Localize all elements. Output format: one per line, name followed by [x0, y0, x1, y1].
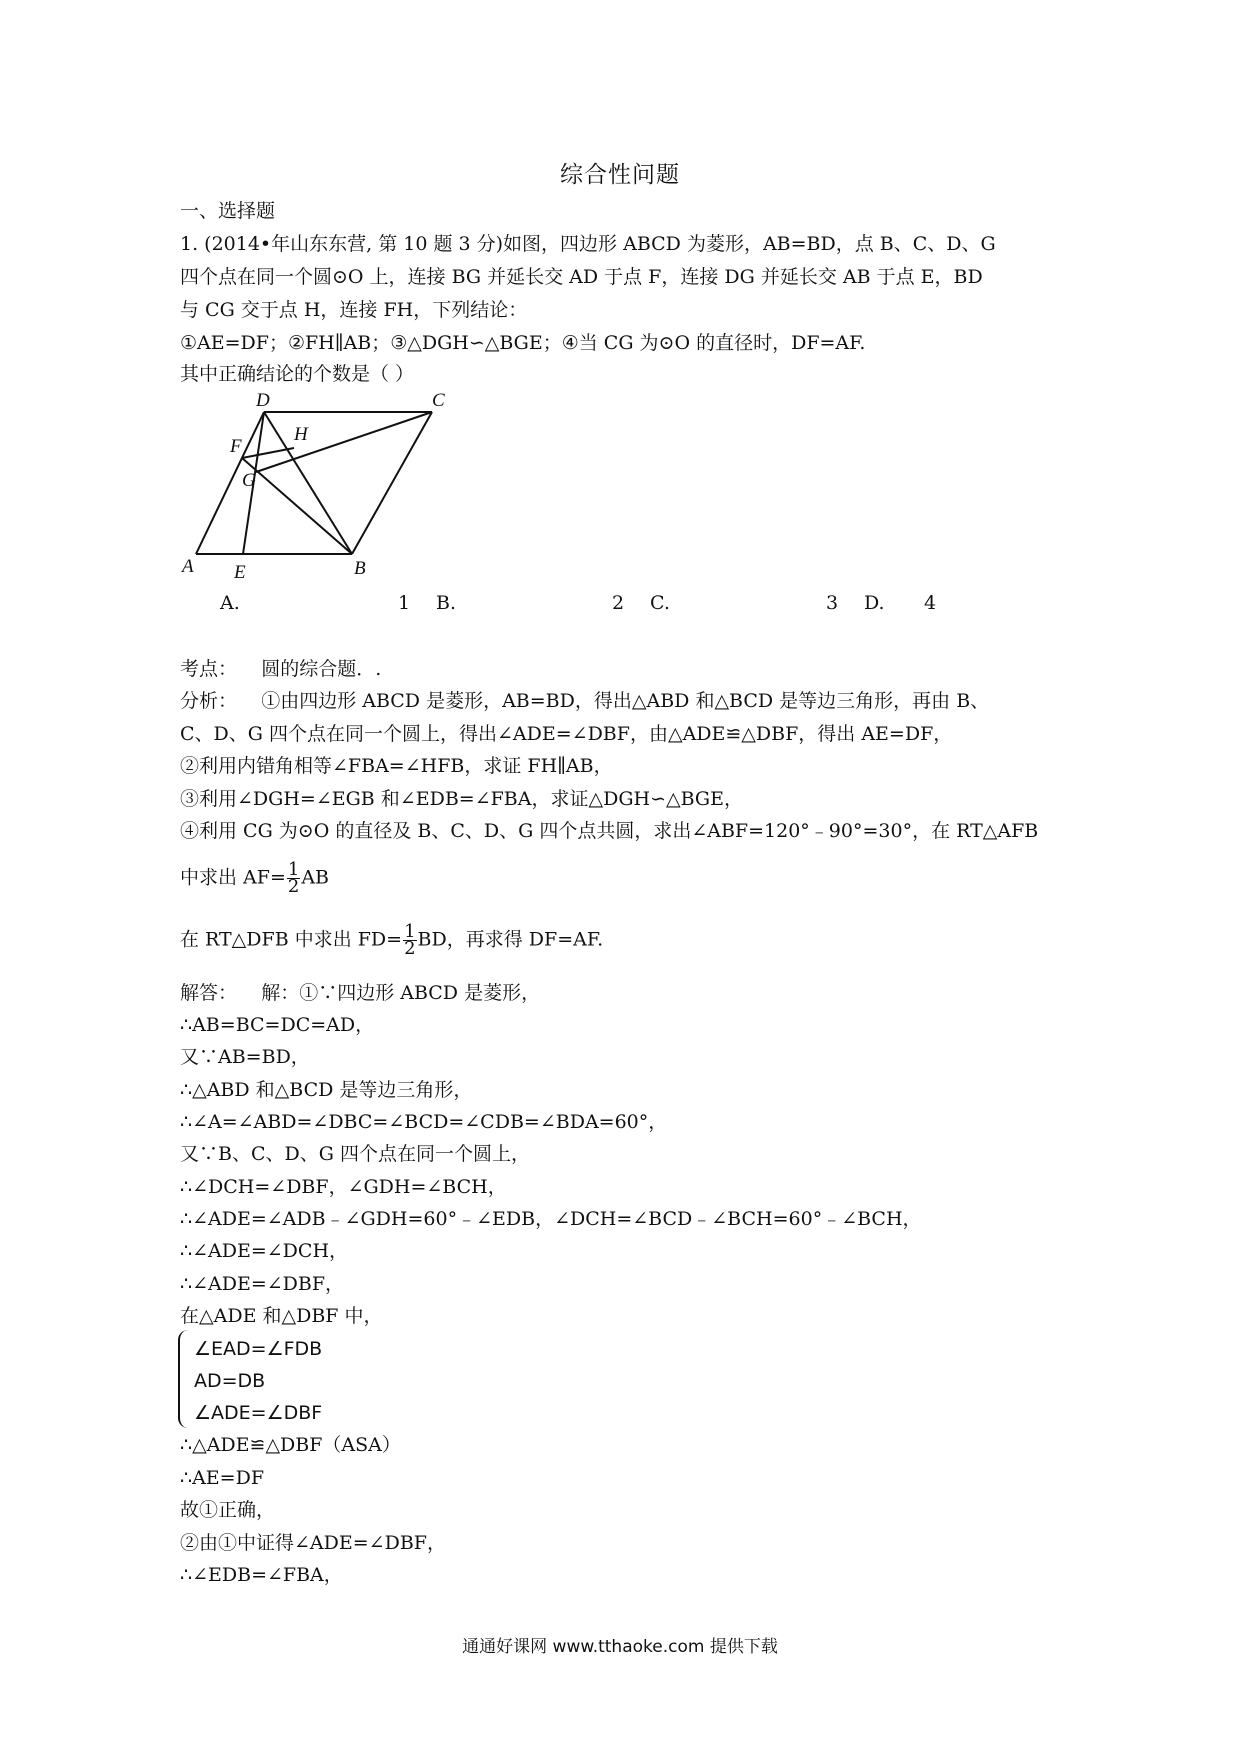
solution-line-11: 在△ADE 和△DBF 中， [180, 1305, 383, 1327]
label-a: A [182, 556, 194, 577]
question-line-5: 其中正确结论的个数是（ ） [180, 363, 415, 385]
solution-line-1 [180, 980, 540, 1006]
analysis-6-post: AB [301, 866, 330, 889]
system-line-2: AD=DB [194, 1370, 266, 1392]
solution-line-14: 故①正确， [180, 1499, 276, 1521]
section-heading: 一、选择题 [180, 200, 276, 222]
fraction-denominator: 2 [404, 938, 416, 959]
solution-line-9: ∴∠ADE=∠DCH， [180, 1240, 349, 1262]
segment-bf [242, 458, 352, 554]
solution-line-3: 又∵AB=BD， [180, 1046, 310, 1068]
option-d-value: 4 [924, 592, 937, 614]
option-d-label[interactable]: D. [864, 592, 885, 614]
option-a-label[interactable]: A. [220, 592, 240, 614]
question-line-3: 与 CG 交于点 H，连接 FH，下列结论： [180, 299, 528, 321]
solution-text-1: 解：①∵四边形 ABCD 是菱形， [261, 982, 541, 1004]
analysis-text-1: ①由四边形 ABCD 是菱形，AB=BD，得出△ABD 和△BCD 是等边三角形，再由 B、 [261, 690, 990, 712]
solution-line-16: ∴∠EDB=∠FBA， [180, 1564, 343, 1586]
solution-line-6: 又∵B、C、D、G 四个点在同一个圆上， [180, 1143, 530, 1165]
solution-line-8: ∴∠ADE=∠ADB﹣∠GDH=60°﹣∠EDB，∠DCH=∠BCD﹣∠BCH=60°﹣∠BCH， [180, 1208, 922, 1230]
kaodian-text: 圆的综合题．. [261, 658, 382, 680]
question-line-4: ①AE=DF；②FH∥AB；③△DGH∽△BGE；④当 CG 为⊙O 的直径时，DF=AF. [180, 332, 866, 354]
label-f: F [230, 436, 242, 457]
solution-line-10: ∴∠ADE=∠DBF， [180, 1273, 345, 1295]
analysis-line-1 [180, 688, 989, 714]
question-line-1: 1. (2014•年山东东营, 第 10 题 3 分)如图，四边形 ABCD 为菱形，AB=BD，点 B、C、D、G [180, 233, 996, 255]
analysis-line-7 [180, 921, 604, 959]
option-a-value: 1 [398, 592, 411, 614]
solution-line-15: ②由①中证得∠ADE=∠DBF， [180, 1532, 446, 1554]
segment-fh [242, 448, 294, 458]
system-line-1: ∠EAD=∠FDB [194, 1338, 323, 1360]
equation-brace [178, 1330, 190, 1428]
fraction-numerator: 1 [287, 859, 300, 880]
option-c-value: 3 [826, 592, 839, 614]
analysis-line-4: ③利用∠DGH=∠EGB 和∠EDB=∠FBA，求证△DGH∽△BGE， [180, 788, 743, 810]
analysis-line-3: ②利用内错角相等∠FBA=∠HFB，求证 FH∥AB， [180, 755, 613, 777]
analysis-line-2: C、D、G 四个点在同一个圆上，得出∠ADE=∠DBF，由△ADE≌△DBF，得出 AE=DF， [180, 723, 953, 745]
analysis-7-pre: 在 RT△DFB 中求出 FD= [180, 928, 403, 951]
analysis-line-5: ④利用 CG 为⊙O 的直径及 B、C、D、G 四个点共圆，求出∠ABF=120°﹣90°=30°，在 RT△AFB [180, 820, 1039, 842]
label-c: C [432, 392, 445, 411]
label-g: G [242, 470, 256, 491]
option-b-label[interactable]: B. [436, 592, 457, 614]
analysis-7-post: BD，再求得 DF=AF. [417, 928, 604, 951]
segment-bd [264, 412, 352, 554]
option-c-label[interactable]: C. [650, 592, 670, 614]
edge-cb [352, 412, 432, 554]
system-line-3: ∠ADE=∠DBF [194, 1402, 323, 1424]
solution-line-5: ∴∠A=∠ABD=∠DBC=∠BCD=∠CDB=∠BDA=60°， [180, 1111, 668, 1133]
analysis-6-pre: 中求出 AF= [180, 866, 286, 889]
solution-line-2: ∴AB=BC=DC=AD， [180, 1014, 375, 1036]
label-h: H [294, 424, 308, 445]
label-b: B [354, 558, 366, 579]
page-title: 综合性问题 [560, 162, 680, 188]
fraction-denominator: 2 [287, 876, 300, 897]
fraction-one-half [403, 921, 416, 959]
label-e: E [234, 562, 246, 582]
page-footer: 通通好课网 www.tthaoke.com 提供下载 [462, 1637, 778, 1657]
fraction-one-half [287, 859, 300, 897]
rhombus-diagram [176, 392, 456, 582]
label-d: D [256, 392, 270, 411]
solution-line-13: ∴AE=DF [180, 1467, 265, 1489]
kaodian-line [180, 656, 381, 682]
question-line-2: 四个点在同一个圆⊙O 上，连接 BG 并延长交 AD 于点 F，连接 DG 并延长交 AB 于点 E，BD [180, 266, 983, 288]
kaodian-label: 考点： [180, 658, 238, 680]
analysis-label: 分析： [180, 690, 238, 712]
solution-label: 解答： [180, 982, 238, 1004]
solution-line-4: ∴△ABD 和△BCD 是等边三角形， [180, 1079, 473, 1101]
analysis-line-6 [180, 859, 330, 897]
fraction-numerator: 1 [404, 921, 416, 942]
solution-line-7: ∴∠DCH=∠DBF，∠GDH=∠BCH， [180, 1176, 507, 1198]
option-b-value: 2 [612, 592, 625, 614]
solution-line-12: ∴△ADE≌△DBF（ASA） [180, 1434, 401, 1456]
